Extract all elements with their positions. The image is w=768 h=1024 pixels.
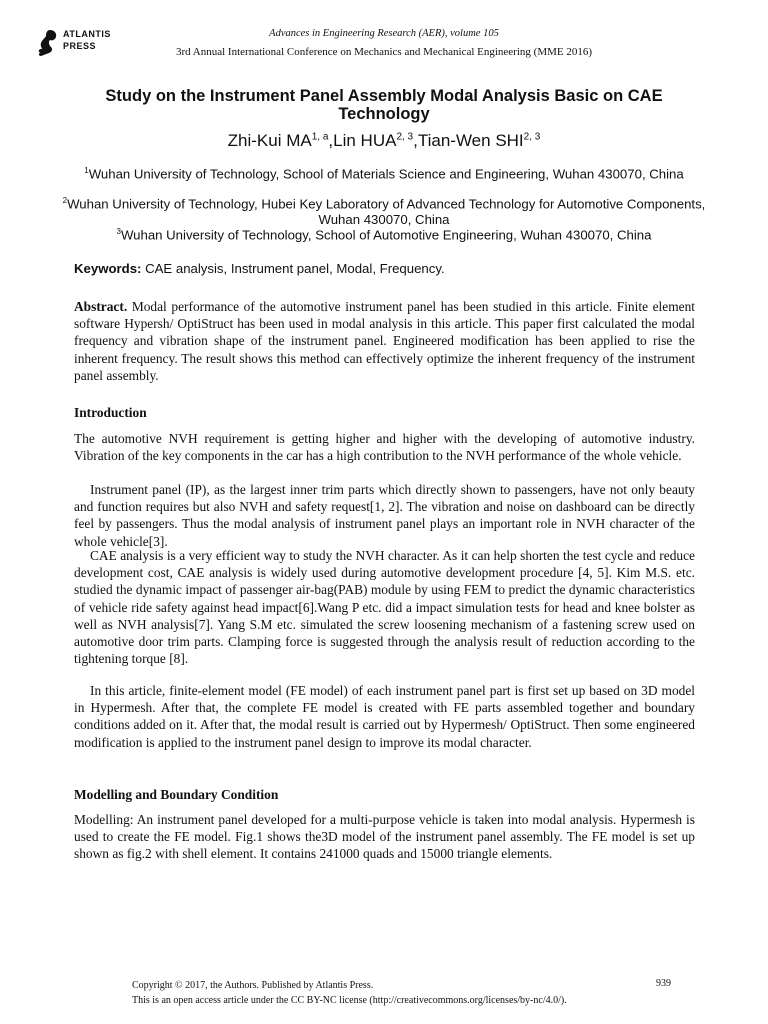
abstract-text: Modal performance of the automotive instrument panel has been studied in this article. Finite element software Hypersh/ OptiStruct has been used in modal analysis in this article. This paper first calculated the modal frequency and vibration shape of the instrument panel. Engineered modification has been applied to rise the inherent frequency. The result shows this method can effectively optimize the inherent frequency of the instrument panel assembly. [74, 299, 695, 383]
affiliation-mark: 3 [116, 227, 121, 236]
paper-title: Study on the Instrument Panel Assembly Modal Analysis Basic on CAE Technology [105, 87, 663, 123]
author-name: Zhi-Kui MA [227, 131, 312, 150]
author-affiliation-mark: 2, 3 [523, 131, 541, 143]
affiliation-text: Wuhan University of Technology, School of Materials Science and Engineering, Wuhan 430070, China [88, 166, 684, 182]
section-heading-modelling: Modelling and Boundary Condition [74, 787, 279, 802]
keywords-label: Keywords: [74, 261, 142, 276]
logo-line-1: ATLANTIS [63, 29, 111, 39]
abstract [74, 298, 695, 384]
affiliation-text: Wuhan University of Technology, School of Automotive Engineering, Wuhan 430070, China [120, 227, 652, 243]
author-affiliation-mark: 2, 3 [396, 131, 414, 143]
affiliation-3 [60, 224, 708, 243]
copyright-notice: Copyright © 2017, the Authors. Published by Atlantis Press. [132, 980, 374, 991]
section-heading-introduction: Introduction [74, 405, 147, 420]
journal-name: Advances in Engineering Research (AER), volume 105 [269, 28, 499, 39]
keywords-text: CAE analysis, Instrument panel, Modal, Frequency. [145, 261, 445, 276]
logo-line-2: PRESS [63, 41, 97, 51]
author-name: ,Tian-Wen SHI [413, 131, 524, 150]
abstract-label: Abstract. [74, 299, 128, 314]
intro-paragraph-2: Instrument panel (IP), as the largest inner trim parts which directly shown to passengers, have not only beauty and function requires but also NVH and safety request[1, 2]. The vibration and noise on dashboard can be directly feel by passengers. Thus the modal analysis of instrument panel plays an important role in NVH character of the whole vehicle[3]. [74, 482, 695, 549]
author-affiliation-mark: 1, a [311, 131, 329, 143]
intro-paragraph-4: In this article, finite-element model (FE model) of each instrument panel part is first set up based on 3D model in Hypermesh. After that, the complete FE model is created with FE parts assembled together and boundary conditions added on it. After that, the modal result is carried out by Hypermesh/ OptiStruct. Then some engineered modification is applied to the instrument panel design to improve its modal character. [74, 683, 695, 750]
affiliation-text: Wuhan University of Technology, Hubei Key Laboratory of Advanced Technology for Automotive Components, Wuhan 430070, China [67, 196, 706, 227]
author-name: ,Lin HUA [328, 131, 397, 150]
intro-paragraph-1: The automotive NVH requirement is getting higher and higher with the developing of automotive industry. Vibration of the key components in the car has a high contribution to the NVH performance of the whole vehicle. [74, 431, 695, 464]
modelling-paragraph-1: Modelling: An instrument panel developed for a multi-purpose vehicle is taken into modal analysis. Hypermesh is used to create the FE model. Fig.1 shows the3D model of the instrument panel assembly. The FE model is set up shown as fig.2 with shell element. It contains 241000 quads and 15000 triangle elements. [74, 812, 695, 862]
page-number: 939 [656, 978, 671, 989]
keywords [74, 261, 445, 276]
conference-name: 3rd Annual International Conference on Mechanics and Mechanical Engineering (MME 2016) [175, 46, 593, 58]
license-notice: This is an open access article under the CC BY-NC license (http://creativecommons.org/licenses/by-nc/4.0/). [132, 995, 567, 1006]
affiliation-2 [60, 193, 708, 227]
intro-paragraph-3: CAE analysis is a very efficient way to study the NVH character. As it can help shorten the test cycle and reduce development cost, CAE analysis is widely used during automotive development procedure [4, 5]. Kim M.S. etc. studied the dynamic impact of passenger air-bag(PAB) module by using FEM to predict the dynamic characteristics of vehicle ride safety against head impact[6].Wang P etc. did a impact simulation tests for head and knee bolster as well as NVH analysis[7]. Yang S.M etc. simulated the screw loosening mechanism of a fastening screw used on automotive door trim parts. Clamping force is suggested through the analysis result of reduction according to the tightening torque [8]. [74, 548, 695, 667]
affiliation-mark: 2 [62, 196, 68, 205]
affiliation-mark: 1 [84, 166, 89, 175]
author-list [0, 131, 768, 151]
affiliation-1 [60, 163, 708, 182]
